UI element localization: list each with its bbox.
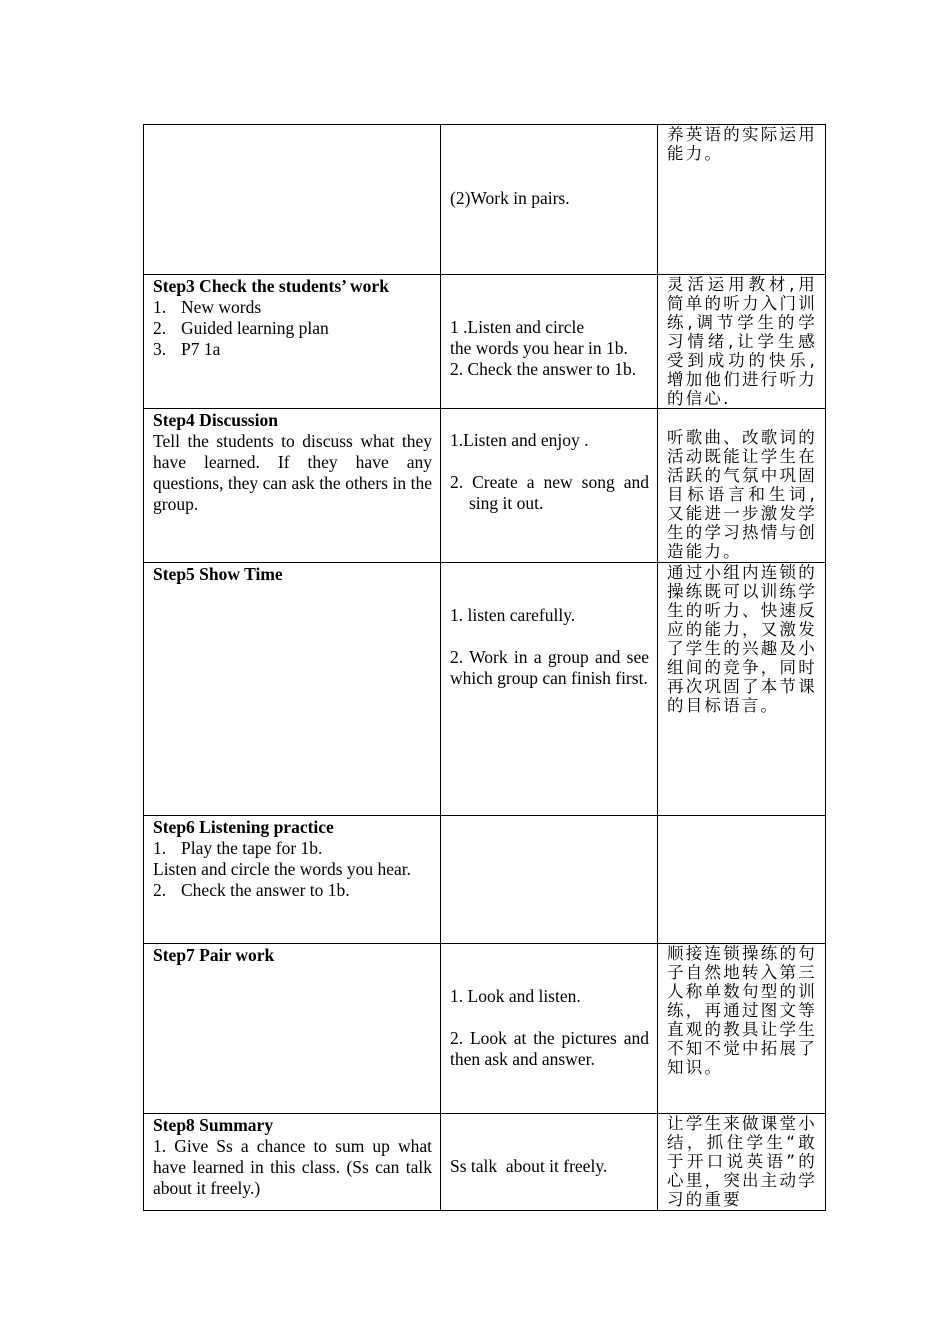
step-title: Step7 Pair work <box>153 945 275 965</box>
student-activity-cell <box>441 275 658 409</box>
list-item: 2. Guided learning plan <box>153 318 329 338</box>
step-description: Tell the students to discuss what they have learned. If they have any questions, they can ask the others in the group. <box>153 431 432 514</box>
step-title: Step6 Listening practice <box>153 817 334 837</box>
table-row <box>144 563 826 816</box>
step-description: Listen and circle the words you hear. <box>153 859 412 879</box>
student-activity-cell <box>441 125 658 275</box>
design-intent-text: 让学生来做课堂小结，抓住学生“敢于开口说英语”的心里，突出主动学习的重要 <box>667 1114 817 1209</box>
design-intent-text: 通过小组内连锁的操练既可以训练学生的听力、快速反应的能力，又激发了学生的兴趣及小组间的竞争，同时再次巩固了本节课的目标语言。 <box>667 563 817 715</box>
student-activity-cell <box>441 944 658 1114</box>
design-intent-cell <box>658 1114 826 1211</box>
student-activity-cell <box>441 563 658 816</box>
step-title: Step8 Summary <box>153 1115 274 1135</box>
student-activity-cell <box>441 816 658 944</box>
table-row <box>144 1114 826 1211</box>
teacher-activity-cell <box>144 816 441 944</box>
student-activity-text: the words you hear in 1b. <box>450 338 628 358</box>
list-item: 1. New words <box>153 297 262 317</box>
table-row <box>144 125 826 275</box>
student-activity-text: Ss talk about it freely. <box>450 1156 608 1176</box>
list-item: 3. P7 1a <box>153 339 221 359</box>
student-activity-text: (2)Work in pairs. <box>450 188 570 208</box>
step-title: Step4 Discussion <box>153 410 278 430</box>
teacher-activity-cell <box>144 125 441 275</box>
design-intent-text: 顺接连锁操练的句子自然地转入第三人称单数句型的训练，再通过图文等直观的教具让学生不知不觉中拓展了知识。 <box>667 944 817 1077</box>
student-activity-text: 2. Look at the pictures and then ask and answer. <box>450 1028 649 1069</box>
table-row <box>144 944 826 1114</box>
table-row <box>144 409 826 563</box>
step-description: 1. Give Ss a chance to sum up what have learned in this class. (Ss can talk about it freely.) <box>153 1136 432 1198</box>
design-intent-text: 灵活运用教材,用简单的听力入门训练,调节学生的学习情绪,让学生感受到成功的快乐,增加他们进行听力的信心. <box>667 275 817 408</box>
student-activity-text: 2. Work in a group and see which group can finish first. <box>450 647 649 688</box>
design-intent-cell <box>658 409 826 563</box>
table-row <box>144 275 826 409</box>
teacher-activity-cell <box>144 275 441 409</box>
list-item: 1. Play the tape for 1b. <box>153 838 323 858</box>
student-activity-text: 2. Check the answer to 1b. <box>450 359 637 379</box>
teacher-activity-cell <box>144 1114 441 1211</box>
list-item: 2. Check the answer to 1b. <box>153 880 350 900</box>
student-activity-text: 1. listen carefully. <box>450 605 576 625</box>
teacher-activity-cell <box>144 944 441 1114</box>
design-intent-cell <box>658 125 826 275</box>
design-intent-text: 听歌曲、改歌词的活动既能让学生在活跃的气氛中巩固目标语言和生词,又能进一步激发学生的学习热情与创造能力。 <box>667 428 817 561</box>
teacher-activity-cell <box>144 563 441 816</box>
step-title: Step5 Show Time <box>153 564 283 584</box>
design-intent-cell <box>658 944 826 1114</box>
table-row <box>144 816 826 944</box>
teacher-activity-cell <box>144 409 441 563</box>
design-intent-cell <box>658 816 826 944</box>
design-intent-cell <box>658 275 826 409</box>
student-activity-cell <box>441 1114 658 1211</box>
student-activity-text: 1 .Listen and circle <box>450 317 585 337</box>
student-activity-cell <box>441 409 658 563</box>
student-activity-text: 1.Listen and enjoy . <box>450 430 589 450</box>
design-intent-cell <box>658 563 826 816</box>
lesson-plan-table <box>143 124 826 1211</box>
student-activity-text: 2. Create a new song and sing it out. <box>450 472 649 513</box>
design-intent-text: 养英语的实际运用能力。 <box>667 125 817 163</box>
student-activity-text: 1. Look and listen. <box>450 986 581 1006</box>
step-title: Step3 Check the students’ work <box>153 276 389 296</box>
